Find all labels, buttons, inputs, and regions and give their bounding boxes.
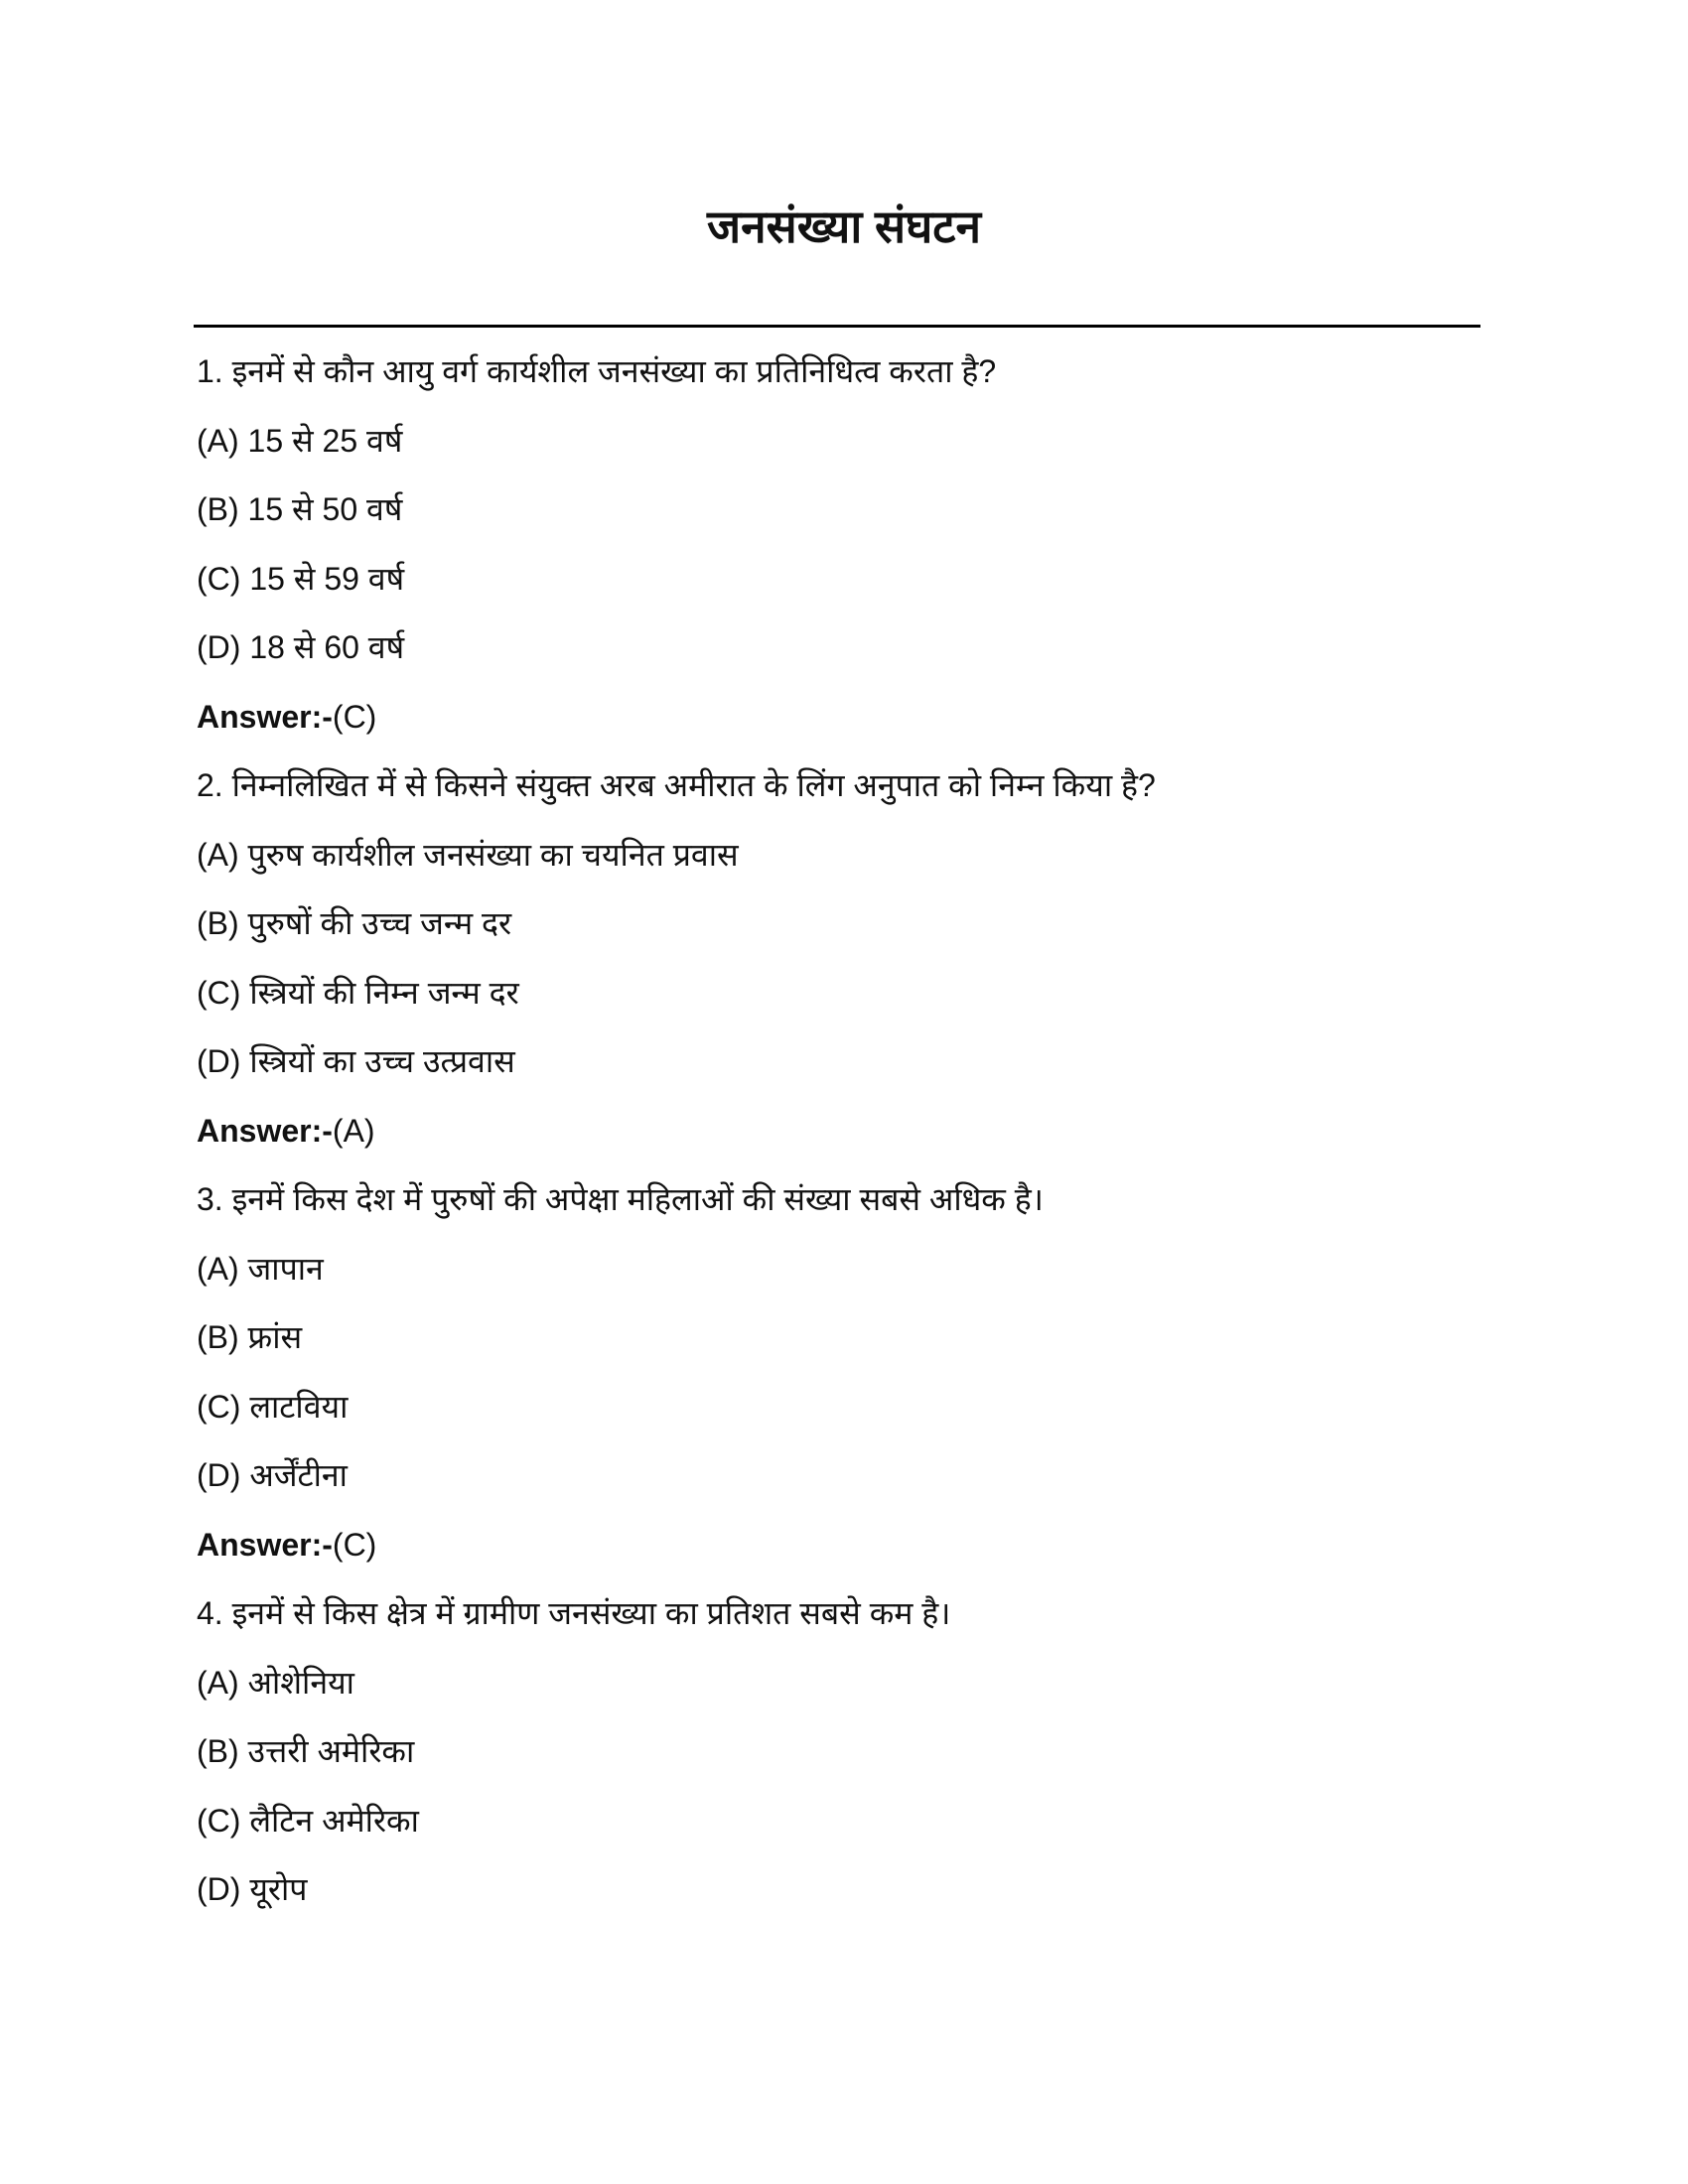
question-2: [197, 751, 1487, 1165]
answer: [197, 683, 1487, 752]
answer-label: Answer:-: [197, 1112, 333, 1149]
question-1: [197, 338, 1487, 751]
option-a: (A) ओशेनिया: [197, 1664, 354, 1701]
page-title: जनसंख्या संघटन: [706, 201, 982, 252]
question-text: 4. इनमें से किस क्षेत्र में ग्रामीण जनसंख्या का प्रतिशत सबसे कम है।: [197, 1595, 951, 1631]
option-b: (B) 15 से 50 वर्ष: [197, 491, 403, 527]
answer: [197, 1511, 1487, 1580]
question-3: [197, 1165, 1487, 1579]
option-b: (B) पुरुषों की उच्च जन्म दर: [197, 905, 512, 941]
option-d: (D) अर्जेंटीना: [197, 1457, 348, 1493]
answer-value: (A): [332, 1112, 375, 1149]
option-b: (B) फ्रांस: [197, 1319, 303, 1355]
question-text: 1. इनमें से कौन आयु वर्ग कार्यशील जनसंख्या का प्रतिनिधित्व करता है?: [197, 353, 997, 389]
answer: [197, 1097, 1487, 1166]
question-list: [197, 338, 1487, 1925]
answer-value: (C): [332, 698, 377, 735]
question-4: [197, 1579, 1487, 1925]
option-c: (C) 15 से 59 वर्ष: [197, 560, 405, 597]
option-c: (C) लैटिन अमेरिका: [197, 1802, 419, 1839]
title-divider: [194, 325, 1480, 328]
answer-value: (C): [332, 1526, 377, 1563]
option-b: (B) उत्तरी अमेरिका: [197, 1733, 415, 1769]
question-text: 3. इनमें किस देश में पुरुषों की अपेक्षा महिलाओं की संख्या सबसे अधिक है।: [197, 1181, 1044, 1217]
option-c: (C) लाटविया: [197, 1388, 349, 1425]
question-text: 2. निम्नलिखित में से किसने संयुक्त अरब अमीरात के लिंग अनुपात को निम्न किया है?: [197, 767, 1156, 803]
option-a: (A) पुरुष कार्यशील जनसंख्या का चयनित प्रवास: [197, 836, 739, 873]
answer-label: Answer:-: [197, 1526, 333, 1563]
option-d: (D) स्त्रियों का उच्च उत्प्रवास: [197, 1043, 515, 1079]
option-a: (A) जापान: [197, 1250, 324, 1287]
option-d: (D) 18 से 60 वर्ष: [197, 629, 405, 665]
option-c: (C) स्त्रियों की निम्न जन्म दर: [197, 974, 519, 1011]
option-a: (A) 15 से 25 वर्ष: [197, 422, 403, 459]
answer-label: Answer:-: [197, 698, 333, 735]
option-d: (D) यूरोप: [197, 1871, 308, 1907]
